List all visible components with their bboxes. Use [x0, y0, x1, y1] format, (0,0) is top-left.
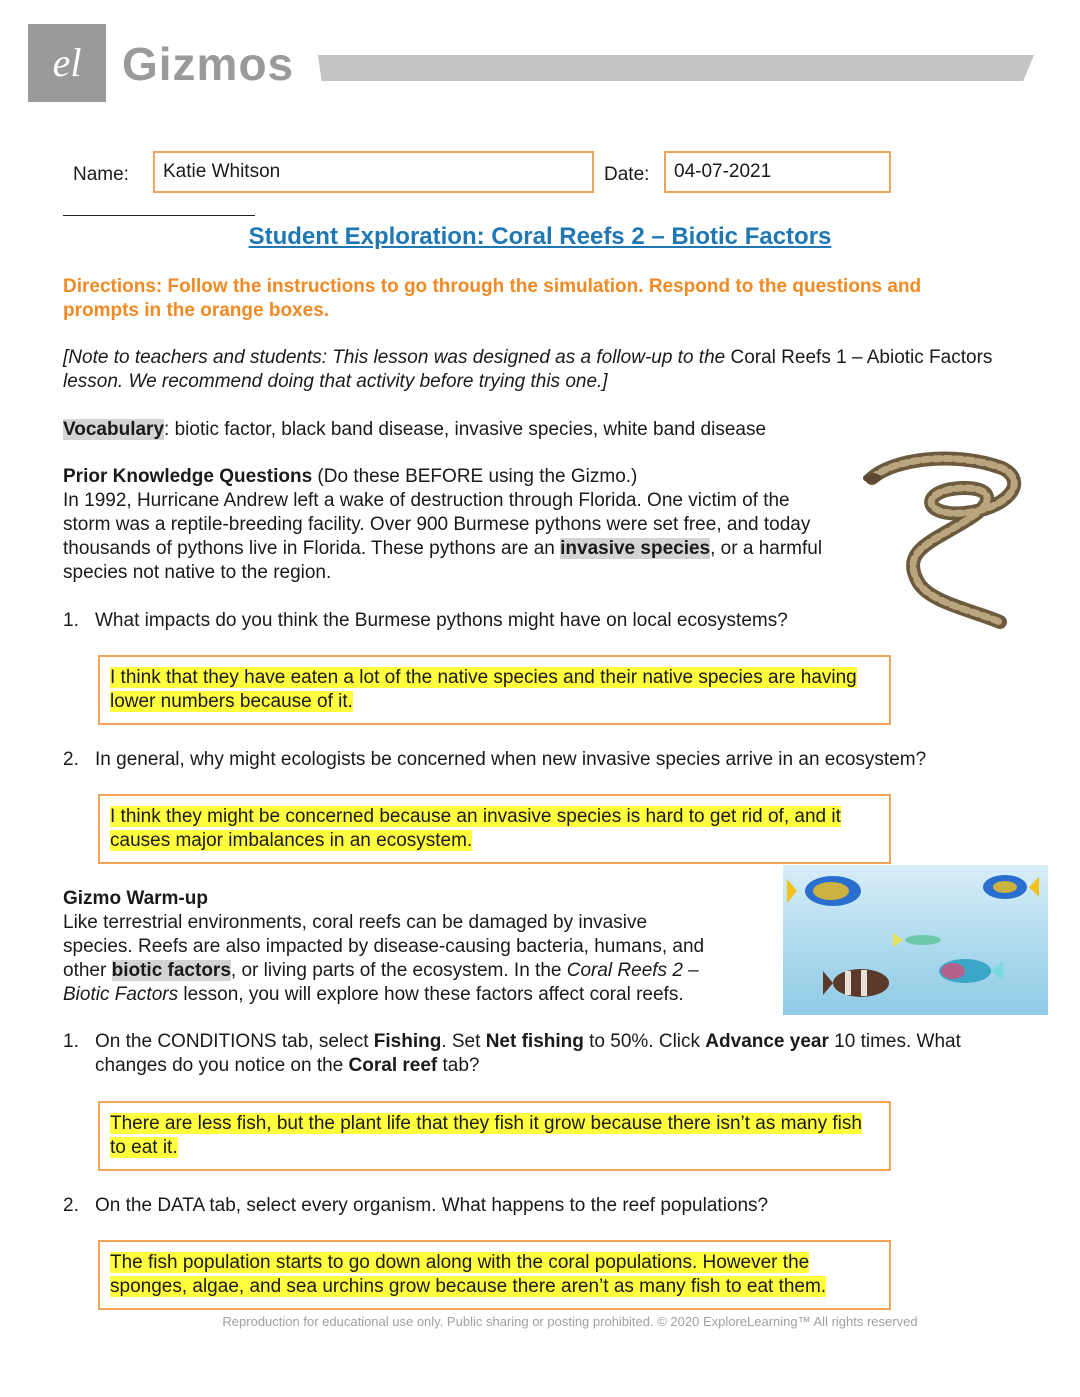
question-2-text: In general, why might ecologists be concerned when new invasive species arrive in an ecosystem? [95, 749, 927, 770]
warmup-q1-text-3: to 50%. Click [583, 1031, 706, 1052]
note-line-2: lesson. We recommend doing that activity before trying this one.] [63, 371, 608, 392]
copyright-footer: Reproduction for educational use only. Public sharing or posting prohibited. © 2020 ExploreLearning™ All rights reserved [222, 1314, 918, 1329]
answer-box-2[interactable] [98, 794, 891, 864]
warmup-line-3: other [63, 960, 112, 981]
note-italic: [Note to teachers and students: This lesson was designed as a follow-up to the [63, 347, 731, 368]
answer-2-line-1: I think they might be concerned because an invasive species is hard to get rid of, and it [110, 806, 841, 827]
vocabulary [63, 418, 1023, 442]
warmup-q1-line-2: changes do you notice on the [95, 1055, 349, 1076]
warmup-q1-text-2: . Set [441, 1031, 486, 1052]
directions [63, 275, 1023, 323]
gizmos-logo [28, 24, 106, 102]
warmup-q1-text-4: 10 times. What [828, 1031, 961, 1052]
answer-1-line-2: lower numbers because of it. [110, 691, 353, 712]
invasive-species-term: invasive species [560, 538, 711, 559]
question-2 [63, 748, 926, 772]
warmup-q2-text: On the DATA tab, select every organism. What happens to the reef populations? [95, 1195, 769, 1216]
answer-box-1[interactable] [98, 655, 891, 725]
prior-knowledge [63, 465, 853, 585]
warmup-line-1: Like terrestrial environments, coral reefs can be damaged by invasive [63, 912, 648, 933]
warmup-line-2: species. Reefs are also impacted by disease-causing bacteria, humans, and [63, 936, 705, 957]
warmup-lesson-name: Coral Reefs 2 – [566, 960, 699, 981]
vocabulary-label: Vocabulary [63, 419, 165, 440]
prior-line-3: thousands of pythons live in Florida. These pythons are an [63, 538, 561, 559]
answer-box-4[interactable] [98, 1240, 891, 1310]
prior-line-4: species not native to the region. [63, 562, 332, 583]
warmup-line-4: lesson, you will explore how these factors affect coral reefs. [178, 984, 684, 1005]
warmup-q2-number: 2. [63, 1195, 79, 1216]
net-fishing-term: Net fishing [485, 1031, 584, 1052]
note-lesson-ref: Coral Reefs 1 – Abiotic Factors [730, 347, 993, 368]
prior-heading: Prior Knowledge Questions [63, 466, 313, 487]
warmup-question-2 [63, 1194, 768, 1218]
coral-reef-term: Coral reef [348, 1055, 438, 1076]
prior-heading-note: (Do these BEFORE using the Gizmo.) [312, 466, 638, 487]
divider-line [63, 215, 255, 216]
date-field[interactable]: 04-07-2021 [664, 151, 891, 193]
question-1-text: What impacts do you think the Burmese pythons might have on local ecosystems? [95, 610, 788, 631]
vocabulary-terms: : biotic factor, black band disease, invasive species, white band disease [164, 419, 767, 440]
answer-4-line-1: The fish population starts to go down along with the coral populations. However the [110, 1252, 810, 1273]
prior-line-2: storm was a reptile-breeding facility. Over 900 Burmese pythons were set free, and today [63, 514, 811, 535]
name-field[interactable]: Katie Whitson [153, 151, 594, 193]
question-1-number: 1. [63, 610, 79, 631]
logo-glyph: el [52, 40, 82, 85]
name-label: Name: [73, 164, 129, 185]
page-title: Student Exploration: Coral Reefs 2 – Biotic Factors [248, 223, 832, 250]
biotic-factors-term: biotic factors [111, 960, 231, 981]
warmup-heading: Gizmo Warm-up [63, 888, 208, 909]
directions-line-1: Directions: Follow the instructions to go through the simulation. Respond to the questions and [63, 276, 922, 297]
warmup-q1-line-2-end: tab? [437, 1055, 480, 1076]
warmup-question-1 [63, 1030, 1043, 1078]
burmese-python-image [862, 450, 1022, 630]
question-2-number: 2. [63, 749, 79, 770]
answer-2-line-2: causes major imbalances in an ecosystem. [110, 830, 473, 851]
question-1 [63, 609, 788, 633]
warmup-line-3-mid: , or living parts of the ecosystem. In the [230, 960, 567, 981]
answer-3-line-1: There are less fish, but the plant life that they fish it grow because there isn’t as many fish [110, 1113, 862, 1134]
reef-fish-image [783, 865, 1048, 1015]
answer-3-line-2: to eat it. [110, 1137, 178, 1158]
warmup-q1-number: 1. [63, 1031, 79, 1052]
brand-name: Gizmos [122, 38, 295, 90]
answer-box-3[interactable] [98, 1101, 891, 1171]
directions-line-2: prompts in the orange boxes. [63, 300, 330, 321]
prior-line-1: In 1992, Hurricane Andrew left a wake of destruction through Florida. One victim of the [63, 490, 790, 511]
warmup-lesson-name-2: Biotic Factors [63, 984, 179, 1005]
prior-line-3-end: , or a harmful [710, 538, 823, 559]
answer-1-line-1: I think that they have eaten a lot of the native species and their native species are having [110, 667, 857, 688]
fishing-term: Fishing [373, 1031, 442, 1052]
date-label: Date: [604, 164, 650, 185]
gizmo-warmup [63, 887, 763, 1007]
teacher-note [63, 346, 1023, 394]
warmup-q1-text: On the CONDITIONS tab, select [95, 1031, 374, 1052]
header-bar [318, 55, 1034, 81]
advance-year-term: Advance year [705, 1031, 829, 1052]
answer-4-line-2: sponges, algae, and sea urchins grow because there aren’t as many fish to eat them. [110, 1276, 827, 1297]
